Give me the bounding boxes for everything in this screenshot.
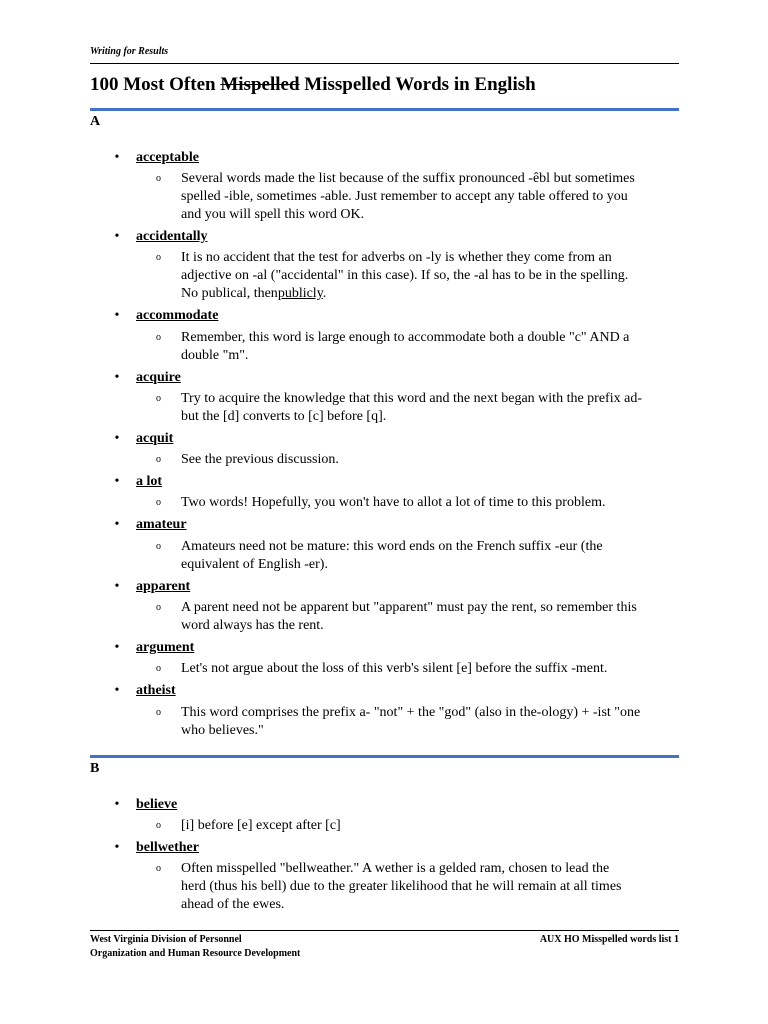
bullet-icon: • [114,308,120,323]
footer-org-line2: Organization and Human Resource Development [90,948,301,959]
term-word: believe [136,797,178,812]
section-heading-a: A [90,114,101,129]
term-word: acquit [136,431,174,446]
sub-bullet-icon: o [156,707,161,718]
term-word: a lot [136,474,163,489]
sub-bullet-icon: o [156,252,161,263]
explanation-text: Let's not argue about the loss of this verb's silent [e] before the suffix -ment. [181,661,608,676]
section-heading-b: B [90,761,100,776]
bullet-icon: • [114,840,120,855]
footer-org-line1: West Virginia Division of Personnel [90,934,242,945]
footer-organization [90,933,300,961]
bullet-icon: • [114,431,120,446]
term-word: acquire [136,370,181,385]
term-word: amateur [136,517,187,532]
bullet-icon: • [114,640,120,655]
explanation-text: [i] before [e] except after [c] [181,818,341,833]
section-divider [90,108,679,111]
title-struck-word: Mispelled [220,74,300,95]
bullet-icon: • [114,370,120,385]
sub-bullet-icon: o [156,332,161,343]
explanation-text: See the previous discussion. [181,452,339,467]
header-label: Writing for Results [90,46,169,57]
footer-document-reference: AUX HO Misspelled words list 1 [539,934,679,945]
sub-bullet-icon: o [156,863,161,874]
bullet-icon: • [114,517,120,532]
title-suffix: Misspelled Words in English [299,74,536,95]
explanation-text: Several words made the list because of the suffix pronounced -êbl but sometimes spelled -ible, sometimes -able. Just remember to accept any table offered to you and you will spell this word OK. [181,171,635,222]
header-divider [90,63,679,64]
term-word: accidentally [136,229,208,244]
term-word: accommodate [136,308,219,323]
explanation-text: Try to acquire the knowledge that this word and the next began with the prefix ad- but the [d] converts to [c] before [q]. [181,391,642,424]
explanation-text: Amateurs need not be mature: this word ends on the French suffix -eur (the equivalent of English -er). [181,539,603,572]
bullet-icon: • [114,579,120,594]
sub-bullet-icon: o [156,602,161,613]
page-title [90,74,536,96]
sub-bullet-icon: o [156,541,161,552]
term-word: atheist [136,683,176,698]
term-word: bellwether [136,840,199,855]
sub-bullet-icon: o [156,820,161,831]
sub-bullet-icon: o [156,497,161,508]
explanation-text: A parent need not be apparent but "apparent" must pay the rent, so remember this word always has the rent. [181,600,637,633]
term-word: apparent [136,579,191,594]
title-prefix: 100 Most Often [90,74,221,95]
explanation-text: Often misspelled "bellweather." A wether is a gelded ram, chosen to lead the herd (thus his bell) due to the greater likelihood that he will remain at all times ahead of the ewes. [181,861,622,912]
bullet-icon: • [114,229,120,244]
sub-bullet-icon: o [156,393,161,404]
section-divider [90,755,679,758]
sub-bullet-icon: o [156,173,161,184]
explanation-text: Remember, this word is large enough to accommodate both a double "c" AND a double "m". [181,330,630,363]
bullet-icon: • [114,797,120,812]
footer-divider [90,930,679,931]
sub-bullet-icon: o [156,663,161,674]
term-word: argument [136,640,195,655]
bullet-icon: • [114,474,120,489]
sub-bullet-icon: o [156,454,161,465]
bullet-icon: • [114,150,120,165]
term-word: acceptable [136,150,199,165]
explanation-text: It is no accident that the test for adverbs on -ly is whether they come from an adjective on -al ("accidental" in this case). If so, the -al has to be in the spelling. No publical, thenpublicly. [181,250,629,301]
explanation-text: This word comprises the prefix a- "not" + the "god" (also in the-ology) + -ist "one who believes." [181,705,641,738]
explanation-text: Two words! Hopefully, you won't have to allot a lot of time to this problem. [181,495,606,510]
bullet-icon: • [114,683,120,698]
